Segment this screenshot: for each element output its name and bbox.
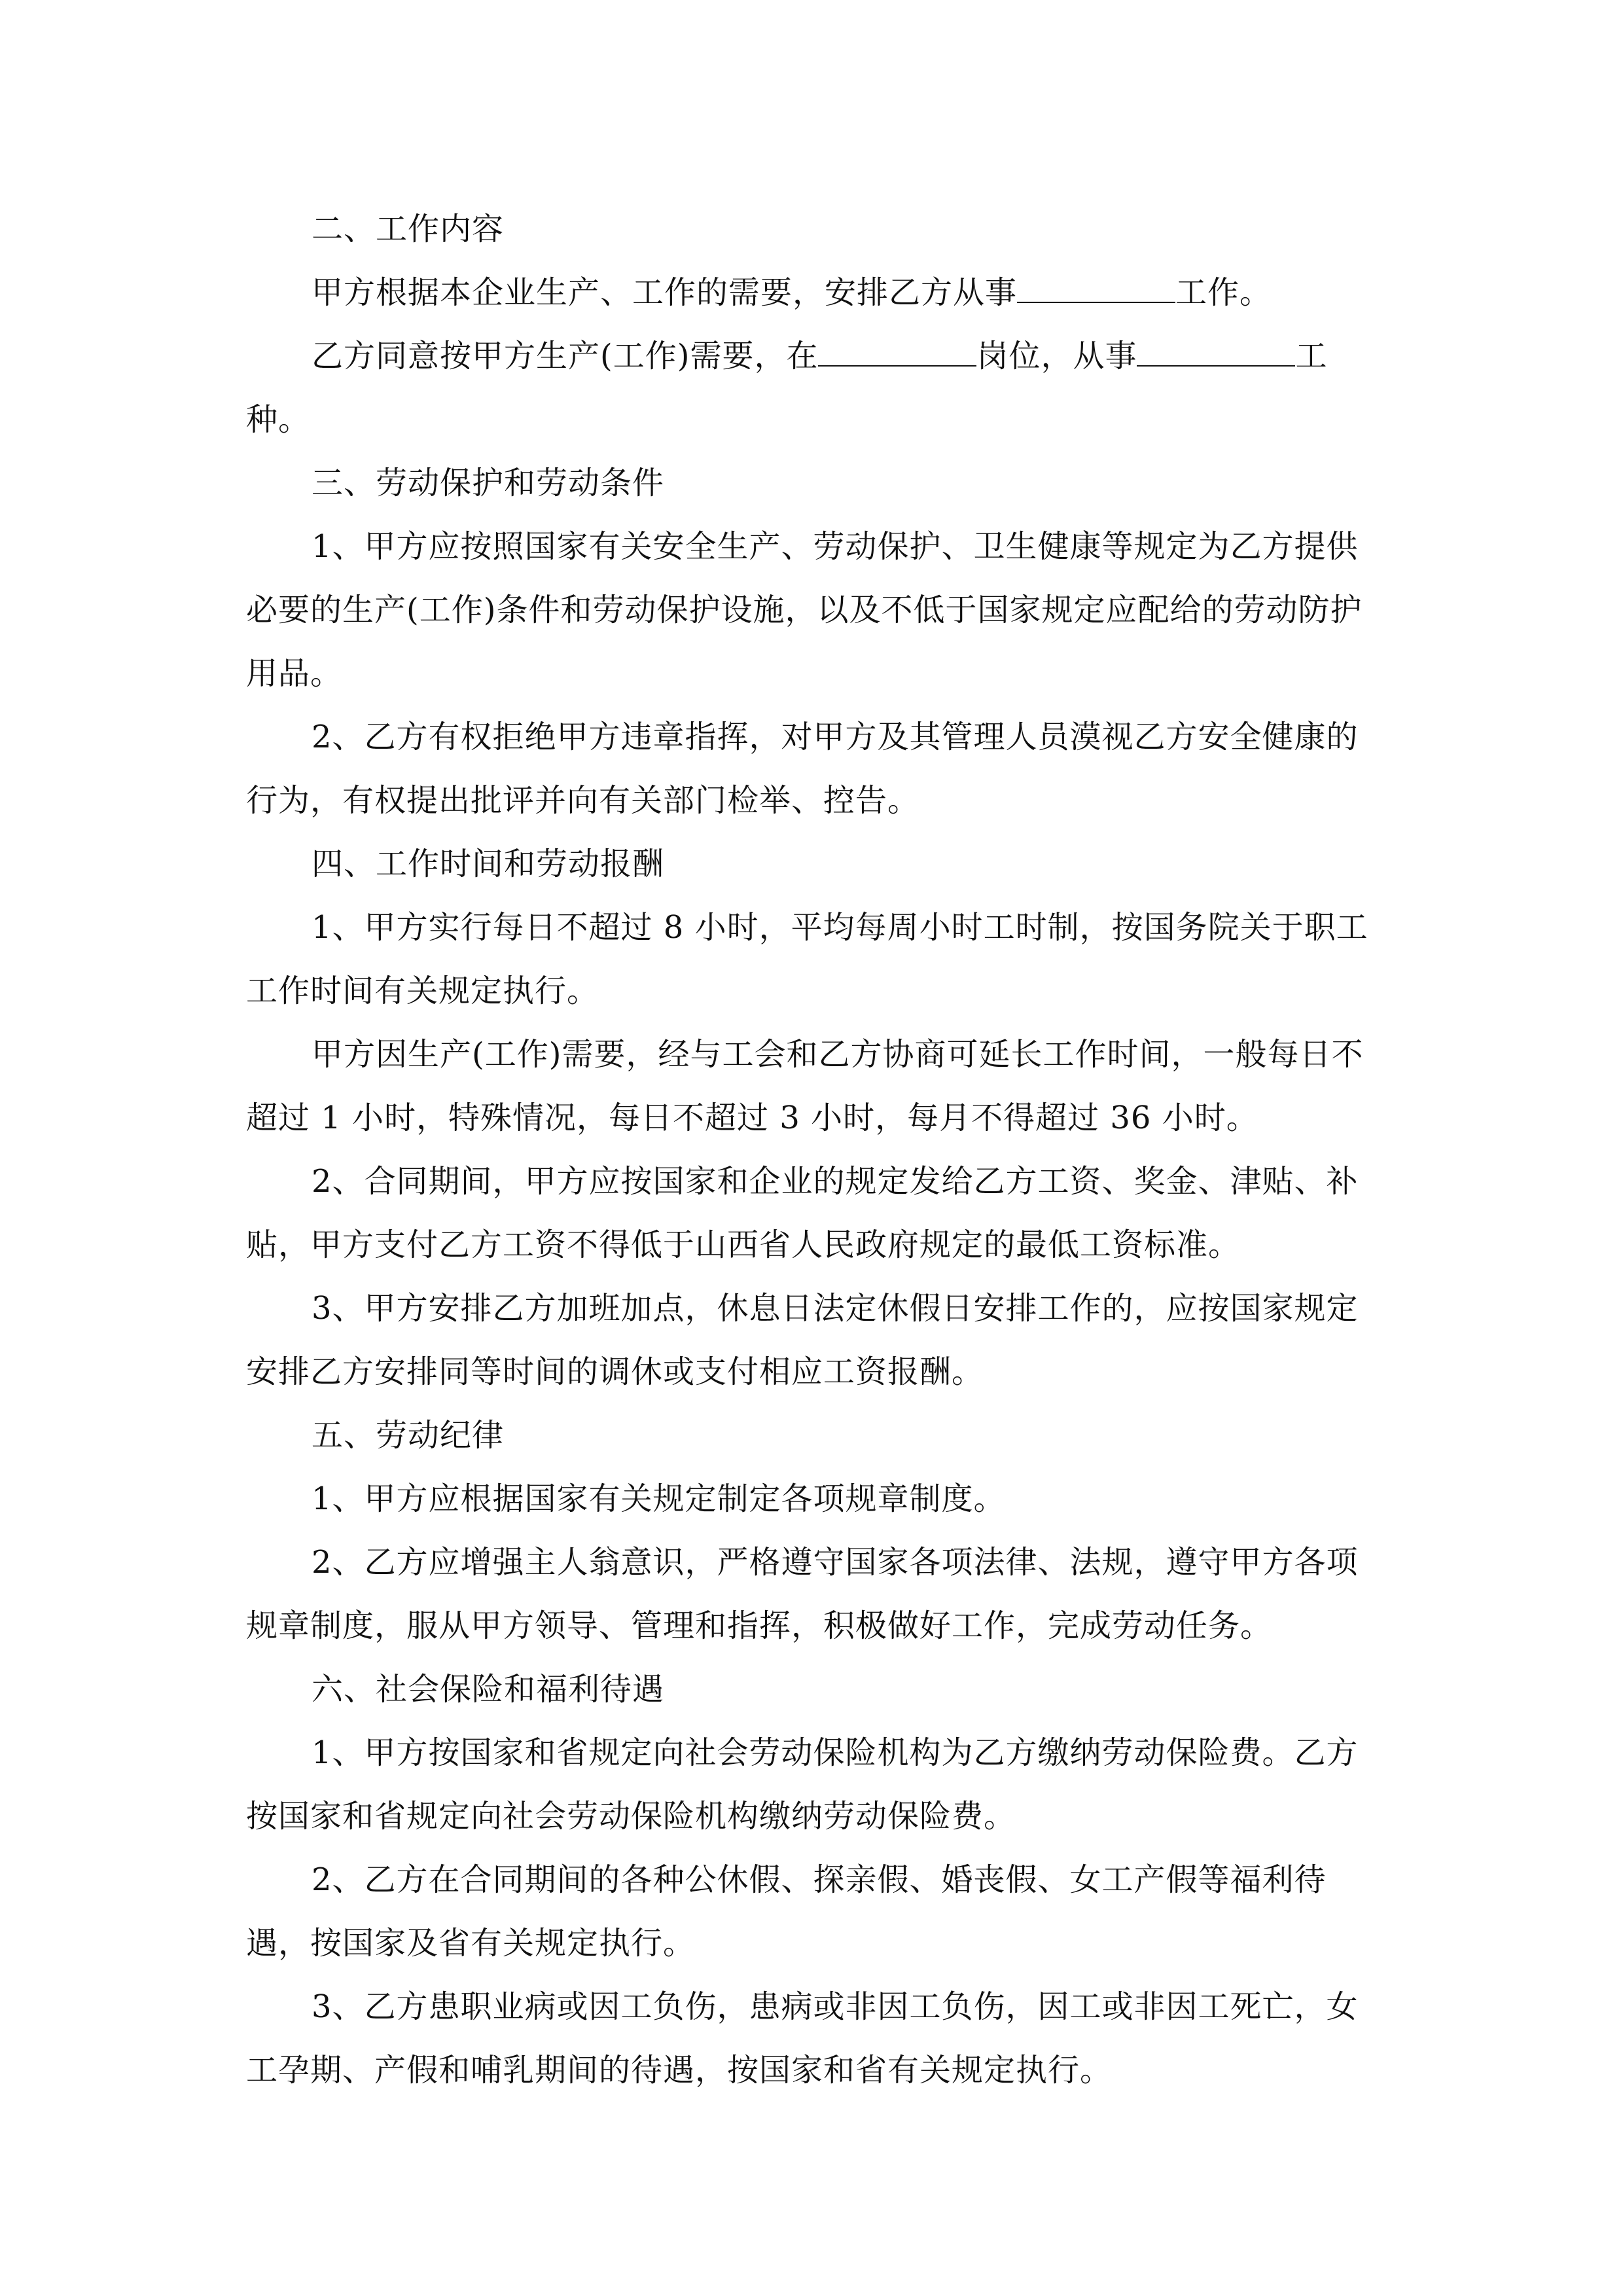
section-heading-labor-discipline: 五、劳动纪律: [312, 1417, 505, 1454]
paragraph: 2、乙方在合同期间的各种公休假、探亲假、婚丧假、女工产假等福利待遇，按国家及省有关规定执行。: [246, 1861, 1327, 1962]
paragraph: 1、甲方应按照国家有关安全生产、劳动保护、卫生健康等规定为乙方提供必要的生产(工作)条件和劳动保护设施，以及不低于国家规定应配给的劳动防护用品。: [246, 528, 1363, 692]
text-segment: 工作。: [1175, 274, 1272, 311]
paragraph: 3、乙方患职业病或因工负伤，患病或非因工负伤，因工或非因工死亡，女工孕期、产假和哺乳期间的待遇，按国家和省有关规定执行。: [246, 1988, 1359, 2089]
text-segment: 甲方根据本企业生产、工作的需要，安排乙方从事: [312, 274, 1018, 311]
section-heading-labor-protection: 三、劳动保护和劳动条件: [312, 465, 665, 501]
text-segment: 工种。: [246, 338, 1328, 438]
paragraph: 2、乙方应增强主人翁意识，严格遵守国家各项法律、法规，遵守甲方各项规章制度，服从甲方领导、管理和指挥，积极做好工作，完成劳动任务。: [246, 1544, 1359, 1644]
paragraph: 2、乙方有权拒绝甲方违章指挥，对甲方及其管理人员漠视乙方安全健康的行为，有权提出批评并向有关部门检举、控告。: [246, 719, 1359, 819]
section-heading-work-content: 二、工作内容: [312, 211, 505, 247]
paragraph: 甲方因生产(工作)需要，经与工会和乙方协商可延长工作时间，一般每日不超过 1 小时，特殊情况，每日不超过 3 小时，每月不得超过 36 小时。: [246, 1036, 1364, 1136]
section-heading-social-insurance: 六、社会保险和福利待遇: [312, 1671, 665, 1708]
text-segment: 岗位，从事: [976, 338, 1137, 374]
section-heading-work-hours: 四、工作时间和劳动报酬: [312, 846, 665, 882]
document-body: [246, 198, 1385, 2102]
paragraph: 1、甲方按国家和省规定向社会劳动保险机构为乙方缴纳劳动保险费。乙方按国家和省规定向社会劳动保险机构缴纳劳动保险费。: [246, 1734, 1359, 1835]
paragraph: 2、合同期间，甲方应按国家和企业的规定发给乙方工资、奖金、津贴、补贴，甲方支付乙方工资不得低于山西省人民政府规定的最低工资标准。: [246, 1163, 1359, 1263]
paragraph: 1、甲方应根据国家有关规定制定各项规章制度。: [312, 1480, 1006, 1517]
paragraph-work-assignment: [246, 261, 1385, 325]
paragraph: 1、甲方实行每日不超过 8 小时，平均每周小时工时制，按国务院关于职工工作时间有关规定执行。: [246, 909, 1368, 1009]
blank-field-position: [818, 339, 976, 367]
blank-field-work: [1017, 276, 1175, 303]
paragraph: 3、甲方安排乙方加班加点，休息日法定休假日安排工作的，应按国家规定安排乙方安排同等时间的调休或支付相应工资报酬。: [246, 1290, 1359, 1390]
blank-field-job-type: [1137, 339, 1295, 367]
paragraph-position-agreement: [246, 325, 1385, 452]
text-segment: 乙方同意按甲方生产(工作)需要，在: [312, 338, 819, 374]
